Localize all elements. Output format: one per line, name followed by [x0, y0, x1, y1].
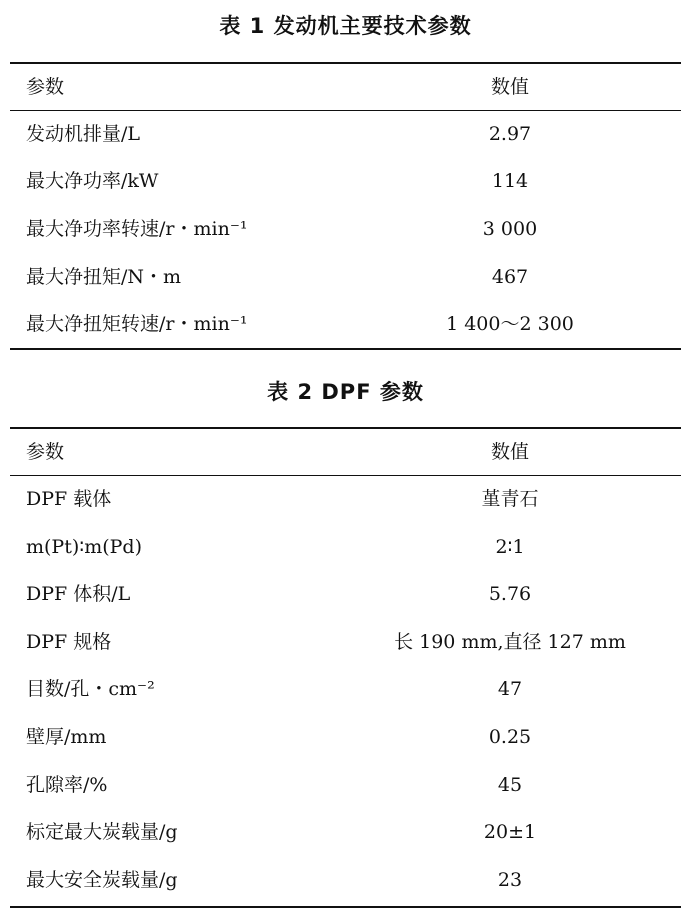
value-cell: 2.97 [488, 123, 532, 145]
value-cell: 2∶1 [495, 536, 525, 558]
table-row [10, 524, 681, 571]
value-cell: 1 400～2 300 [446, 313, 574, 335]
table2-header-value: 数值 [490, 441, 529, 463]
table-row [10, 111, 681, 158]
table-row [10, 301, 681, 348]
value-cell: 堇青石 [481, 488, 539, 510]
table-row [10, 666, 681, 713]
param-cell: 目数/孔・cm⁻² [26, 678, 155, 700]
table1-bottom-rule [10, 348, 681, 350]
param-cell: DPF 体积/L [26, 583, 131, 605]
table-row [10, 158, 681, 205]
value-cell: 20±1 [483, 821, 537, 843]
param-cell: DPF 规格 [26, 631, 112, 653]
value-cell: 长 190 mm,直径 127 mm [394, 631, 626, 653]
param-cell: 孔隙率/% [26, 774, 108, 796]
param-cell: 最大安全炭载量/g [26, 869, 178, 891]
param-cell: 发动机排量/L [26, 123, 141, 145]
table-row [10, 206, 681, 253]
table1-caption: 表 1 发动机主要技术参数 [219, 14, 472, 38]
table-row [10, 809, 681, 856]
table2-bottom-rule [10, 906, 681, 908]
value-cell: 467 [491, 266, 529, 288]
table-row [10, 714, 681, 761]
table2-caption: 表 2 DPF 参数 [267, 380, 424, 404]
param-cell: 最大净扭矩转速/r・min⁻¹ [26, 313, 248, 335]
table-row [10, 619, 681, 666]
table2-header-row [10, 429, 681, 476]
table1-header-value: 数值 [490, 76, 529, 98]
table-row [10, 762, 681, 809]
param-cell: 最大净功率转速/r・min⁻¹ [26, 218, 248, 240]
param-cell: m(Pt)∶m(Pd) [26, 536, 142, 558]
table2-header-param: 参数 [26, 441, 65, 463]
table1-header-row [10, 64, 681, 111]
value-cell: 47 [497, 678, 523, 700]
value-cell: 23 [497, 869, 523, 891]
table-row [10, 857, 681, 904]
table1-header-param: 参数 [26, 76, 65, 98]
value-cell: 45 [497, 774, 523, 796]
param-cell: DPF 载体 [26, 488, 112, 510]
param-cell: 壁厚/mm [26, 726, 107, 748]
value-cell: 3 000 [482, 218, 538, 240]
table-row [10, 571, 681, 618]
table-row [10, 476, 681, 523]
value-cell: 5.76 [488, 583, 532, 605]
param-cell: 标定最大炭载量/g [26, 821, 178, 843]
table-row [10, 254, 681, 301]
param-cell: 最大净扭矩/N・m [26, 266, 182, 288]
param-cell: 最大净功率/kW [26, 170, 159, 192]
value-cell: 114 [491, 170, 529, 192]
value-cell: 0.25 [488, 726, 532, 748]
